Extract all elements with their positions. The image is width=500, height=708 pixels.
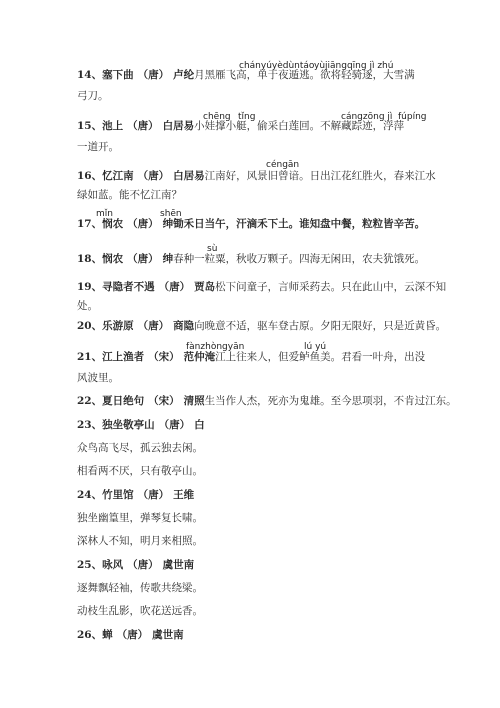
poem-dynasty: （唐） bbox=[137, 170, 170, 182]
poem-title: 江上渔者 bbox=[102, 351, 145, 363]
pinyin-annotation: yùjiāngqīng jì zhú bbox=[314, 61, 394, 71]
poem-author: 白居易 bbox=[173, 170, 205, 182]
pinyin-annotation: cángzōng jì bbox=[341, 112, 393, 122]
poem-text: 相看两不厌，只有敬亭山。 bbox=[77, 465, 203, 477]
poem-title: 蝉 bbox=[102, 629, 113, 641]
poem-number: 19、 bbox=[77, 281, 103, 293]
poem-number: 17、 bbox=[77, 218, 103, 230]
poem-19-header bbox=[77, 281, 447, 294]
poem-number: 25、 bbox=[77, 559, 103, 571]
poem-text: 向晚意不适，驱车登古原。夕阳无限好，只是近黄昏。 bbox=[194, 320, 447, 332]
poem-text: 月黑雁飞高，单于夜遁逃。欲将轻骑逐，大雪满 bbox=[194, 69, 415, 81]
poem-text: 春种一粒粟，秋收万颗子。四海无闲田，农夫犹饿死。 bbox=[173, 253, 426, 265]
pinyin-annotation: lú yú bbox=[304, 342, 327, 352]
poem-14-header bbox=[77, 69, 437, 82]
poem-author: 绅 bbox=[162, 218, 174, 230]
pinyin-annotation: mǐn bbox=[96, 209, 113, 219]
poem-dynasty: （唐） bbox=[137, 489, 170, 501]
pinyin-annotation: chēng bbox=[203, 112, 231, 122]
poem-text: 生当作人杰，死亦为鬼雄。至今思项羽，不肯过江东。 bbox=[204, 395, 457, 407]
poem-number: 14、 bbox=[77, 69, 103, 81]
poem-16-header bbox=[77, 170, 437, 183]
poem-number: 26、 bbox=[77, 629, 103, 641]
poem-number: 24、 bbox=[77, 489, 103, 501]
poem-title: 乐游原 bbox=[102, 320, 134, 332]
poem-title: 悯农 bbox=[102, 218, 124, 230]
poem-number: 16、 bbox=[77, 170, 103, 182]
poem-author: 白居易 bbox=[162, 120, 195, 132]
poem-text: 松下问童子，言师采药去。只在此山中，云深不知 bbox=[215, 281, 447, 293]
poem-title: 忆江南 bbox=[102, 170, 134, 182]
pinyin-annotation: chányúyèdùntáo bbox=[239, 61, 315, 71]
poem-author: 范仲淹 bbox=[183, 351, 216, 363]
poem-15-header bbox=[77, 120, 437, 133]
pinyin-annotation: sù bbox=[207, 244, 218, 254]
poem-text: 弓刀。 bbox=[77, 90, 109, 102]
poem-author: 卢纶 bbox=[173, 69, 195, 81]
poem-number: 21、 bbox=[77, 351, 103, 363]
poem-number: 18、 bbox=[77, 253, 103, 265]
poem-number: 23、 bbox=[77, 419, 103, 431]
poem-21-header bbox=[77, 351, 437, 364]
poem-dynasty: （宋） bbox=[148, 351, 180, 363]
poem-title: 夏日绝句 bbox=[102, 395, 145, 407]
poem-23-header bbox=[77, 419, 437, 432]
poem-number: 22、 bbox=[77, 395, 103, 407]
poem-title: 寻隐者不遇 bbox=[102, 281, 155, 293]
poem-author: 虞世南 bbox=[152, 629, 184, 641]
poem-dynasty: （唐） bbox=[158, 281, 191, 293]
poem-author: 王维 bbox=[173, 489, 195, 501]
poem-title: 悯农 bbox=[102, 253, 124, 265]
poem-25-header bbox=[77, 559, 437, 572]
poem-18-header bbox=[77, 253, 437, 266]
poem-22-header bbox=[77, 395, 457, 408]
poem-title: 池上 bbox=[102, 120, 124, 132]
poem-text: 动枝生乱影，吹花送远香。 bbox=[77, 605, 203, 617]
poem-text: 绿如蓝。能不忆江南？ bbox=[77, 189, 182, 201]
poem-author: 贾岛 bbox=[194, 281, 216, 293]
poem-dynasty: （唐） bbox=[127, 253, 159, 265]
poem-number: 20、 bbox=[77, 320, 103, 332]
poem-dynasty: （唐） bbox=[158, 419, 191, 431]
poem-author: 白 bbox=[194, 419, 205, 431]
poem-dynasty: （唐） bbox=[137, 69, 170, 81]
poem-text: 深林人不知，明月来相照。 bbox=[77, 535, 203, 547]
poem-text: 独坐幽篁里，弹琴复长啸。 bbox=[77, 512, 203, 524]
pinyin-annotation: tǐng bbox=[238, 112, 256, 122]
poem-author: 商隐 bbox=[173, 320, 195, 332]
poem-24-header bbox=[77, 489, 437, 502]
poem-text: 一道开。 bbox=[77, 141, 119, 153]
poem-dynasty: （唐） bbox=[127, 218, 159, 230]
poem-number: 15、 bbox=[77, 120, 103, 132]
pinyin-annotation: fànzhòngyān bbox=[186, 342, 245, 352]
poem-dynasty: （唐） bbox=[127, 120, 159, 132]
poem-author: 绅 bbox=[162, 253, 174, 265]
poem-author: 清照 bbox=[183, 395, 205, 407]
poem-title: 独坐敬亭山 bbox=[102, 419, 155, 431]
poem-text: 小娃撑小艇，偷采白莲回。不解藏踪迹，浮萍 bbox=[194, 120, 405, 132]
poem-author: 虞世南 bbox=[162, 559, 195, 571]
pinyin-annotation: céngān bbox=[266, 160, 300, 170]
poem-17-header bbox=[77, 218, 437, 231]
pinyin-annotation: shēn bbox=[160, 209, 182, 219]
poem-dynasty: （唐） bbox=[116, 629, 149, 641]
poem-text: 江上往来人，但爱鲈鱼美。君看一叶舟，出没 bbox=[215, 351, 426, 363]
poem-dynasty: （唐） bbox=[127, 559, 159, 571]
poem-text: 逐舞飘轻袖，传歌共绕梁。 bbox=[77, 582, 203, 594]
poem-26-header bbox=[77, 629, 437, 642]
pinyin-annotation: fúpíng bbox=[398, 112, 427, 122]
poem-text: 锄禾日当午，汗滴禾下土。谁知盘中餐，粒粒皆辛苦。 bbox=[173, 218, 426, 230]
poem-title: 咏风 bbox=[102, 559, 124, 571]
poem-dynasty: （唐） bbox=[137, 320, 170, 332]
poem-text: 众鸟高飞尽，孤云独去闲。 bbox=[77, 442, 203, 454]
poem-text: 处。 bbox=[77, 300, 98, 312]
poem-title: 竹里馆 bbox=[102, 489, 134, 501]
poem-text: 风波里。 bbox=[77, 372, 119, 384]
poem-20-header bbox=[77, 320, 447, 333]
poem-title: 塞下曲 bbox=[102, 69, 134, 81]
poem-dynasty: （宋） bbox=[148, 395, 180, 407]
poem-text: 江南好，风景旧曾谙。日出江花红胜火，春来江水 bbox=[204, 170, 436, 182]
